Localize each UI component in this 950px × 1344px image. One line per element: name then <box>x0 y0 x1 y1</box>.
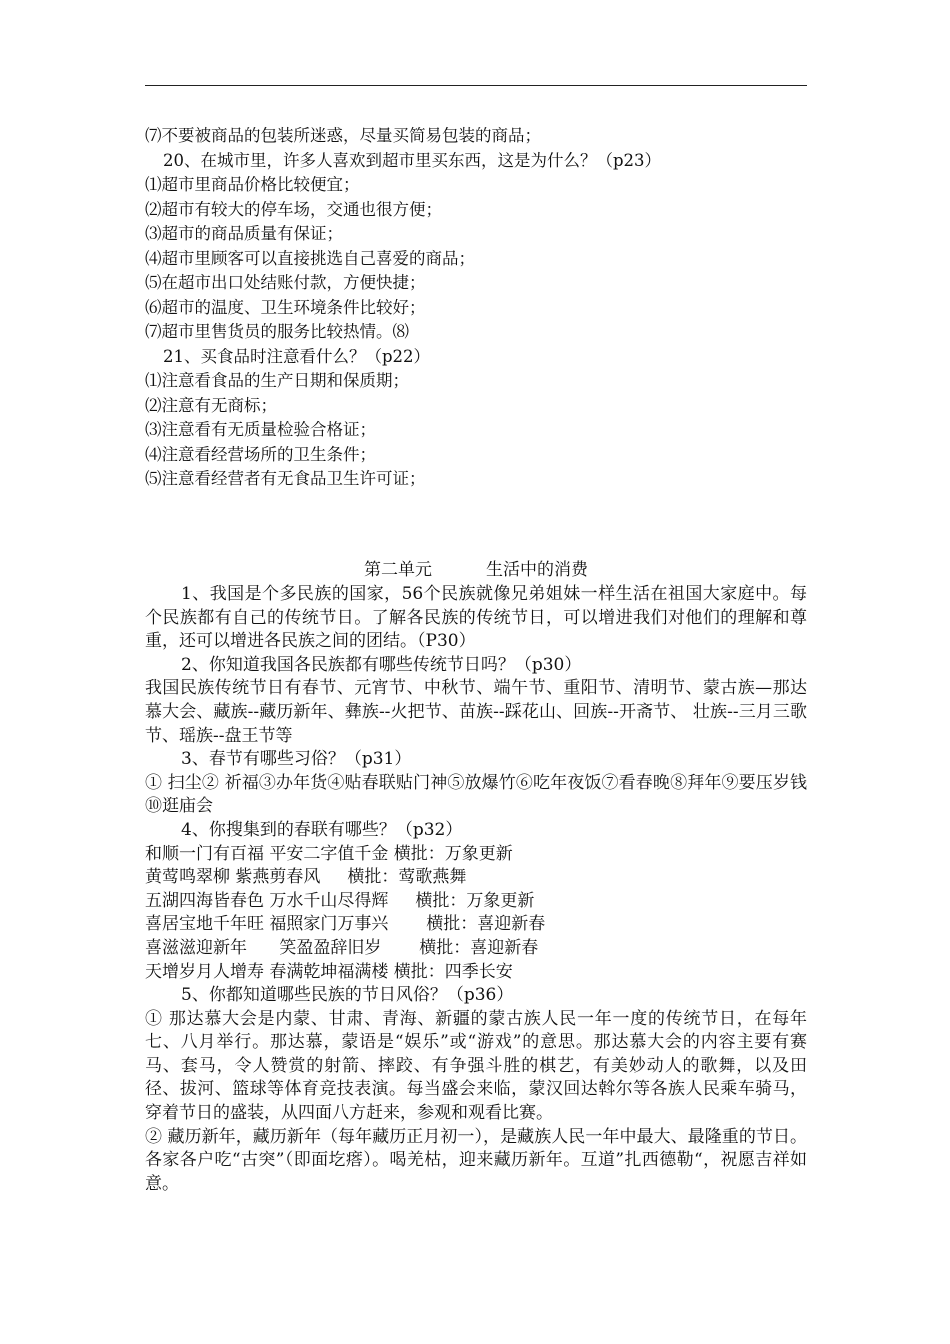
list-item: ⑷注意看经营场所的卫生条件； <box>145 444 376 464</box>
header-rule <box>145 85 807 86</box>
list-item: ⑸注意看经营者有无食品卫生许可证； <box>145 469 426 488</box>
list-item: ⑷超市里顾客可以直接挑选自己喜爱的商品； <box>145 248 475 268</box>
question-21: 21、买食品时注意看什么？（p22） <box>163 346 431 366</box>
list-item: ⑵注意有无商标； <box>145 395 277 415</box>
couplet-line: 五湖四海皆春色 万水千山尽得辉 横批：万象更新 <box>145 890 535 911</box>
couplet-line: 天增岁月人增寿 春满乾坤福满楼 横批：四季长安 <box>145 961 513 982</box>
section-1 <box>145 124 807 492</box>
list-item: ⑵超市有较大的停车场，交通也很方便； <box>145 199 442 219</box>
couplet-line: 喜滋滋迎新年 笑盈盈辞旧岁 横批：喜迎新春 <box>145 937 539 958</box>
list-item: ⑴注意看食品的生产日期和保质期； <box>145 371 409 390</box>
answer-5-tibetan-new-year: ② 藏历新年，藏历新年（每年藏历正月初一），是藏族人民一年中最大、最隆重的节日。各家各户吃“古突”（即面圪瘩）。喝羌枯，迎来藏历新年。互道”扎西德勒“，祝愿吉祥如意。 <box>145 1126 807 1194</box>
list-item: ⑹超市的温度、卫生环境条件比较好； <box>145 297 426 317</box>
question-5: 5、你都知道哪些民族的节日风俗？（p36） <box>181 985 514 1006</box>
unit-title: 第二单元 生活中的消费 <box>363 560 589 580</box>
answer-2: 我国民族传统节日有春节、元宵节、中秋节、端午节、重阳节、清明节、蒙古族—那达慕大会、藏族--藏历新年、彝族--火把节、苗族--踩花山、回族--开斋节、 壮族--三月三歌节、瑶族--盘王节等 <box>145 678 807 746</box>
list-item: ⑶注意看有无质量检验合格证； <box>145 420 376 439</box>
question-2: 2、你知道我国各民族都有哪些传统节日吗？（p30） <box>181 654 582 675</box>
list-item: ⑺超市里售货员的服务比较热情。⑻ <box>145 322 409 341</box>
answer-3: ① 扫尘② 祈福③办年货④贴春联贴门神⑤放爆竹⑥吃年夜饭⑦看春晚⑧拜年⑨要压岁钱⑩逛庙会 <box>145 772 807 817</box>
couplet-line: 和顺一门有百福 平安二字值千金 横批：万象更新 <box>145 843 513 864</box>
couplet-line: 黄莺鸣翠柳 紫燕剪春风 横批：莺歌燕舞 <box>145 867 467 888</box>
list-item: ⑸在超市出口处结账付款，方便快捷； <box>145 273 426 292</box>
couplet-line: 喜居宝地千年旺 福照家门万事兴 横批：喜迎新春 <box>145 914 546 935</box>
question-1: 1、我国是个多民族的国家，56个民族就像兄弟姐妹一样生活在祖国大家庭中。每个民族都有自己的传统节日。了解各民族的传统节日，可以增进我们对他们的理解和尊重，还可以增进各民族之间的团结。（P30） <box>145 584 807 652</box>
list-item: ⑺不要被商品的包装所迷惑，尽量买简易包装的商品； <box>145 126 541 145</box>
question-3: 3、春节有哪些习俗？（p31） <box>181 749 412 770</box>
section-2 <box>145 558 807 1196</box>
list-item: ⑴超市里商品价格比较便宜； <box>145 175 360 194</box>
question-20: 20、在城市里，许多人喜欢到超市里买东西，这是为什么？（p23） <box>163 150 662 170</box>
list-item: ⑶超市的商品质量有保证； <box>145 224 343 243</box>
answer-5-naadam: ① 那达慕大会是内蒙、甘肃、青海、新疆的蒙古族人民一年一度的传统节日，在每年七、八月举行。那达慕，蒙语是“娱乐”或“游戏”的意思。那达慕大会的内容主要有赛马、套马，令人赞赏的射箭、摔跤、有争强斗胜的棋艺，有美妙动人的歌舞，以及田径、拔河、篮球等体育竞技表演。每当盛会来临，蒙汉回达斡尔等各族人民乘车骑马，穿着节日的盛装，从四面八方赶来，参观和观看比赛。 <box>145 1008 807 1124</box>
question-4: 4、你搜集到的春联有哪些？（p32） <box>181 819 463 840</box>
